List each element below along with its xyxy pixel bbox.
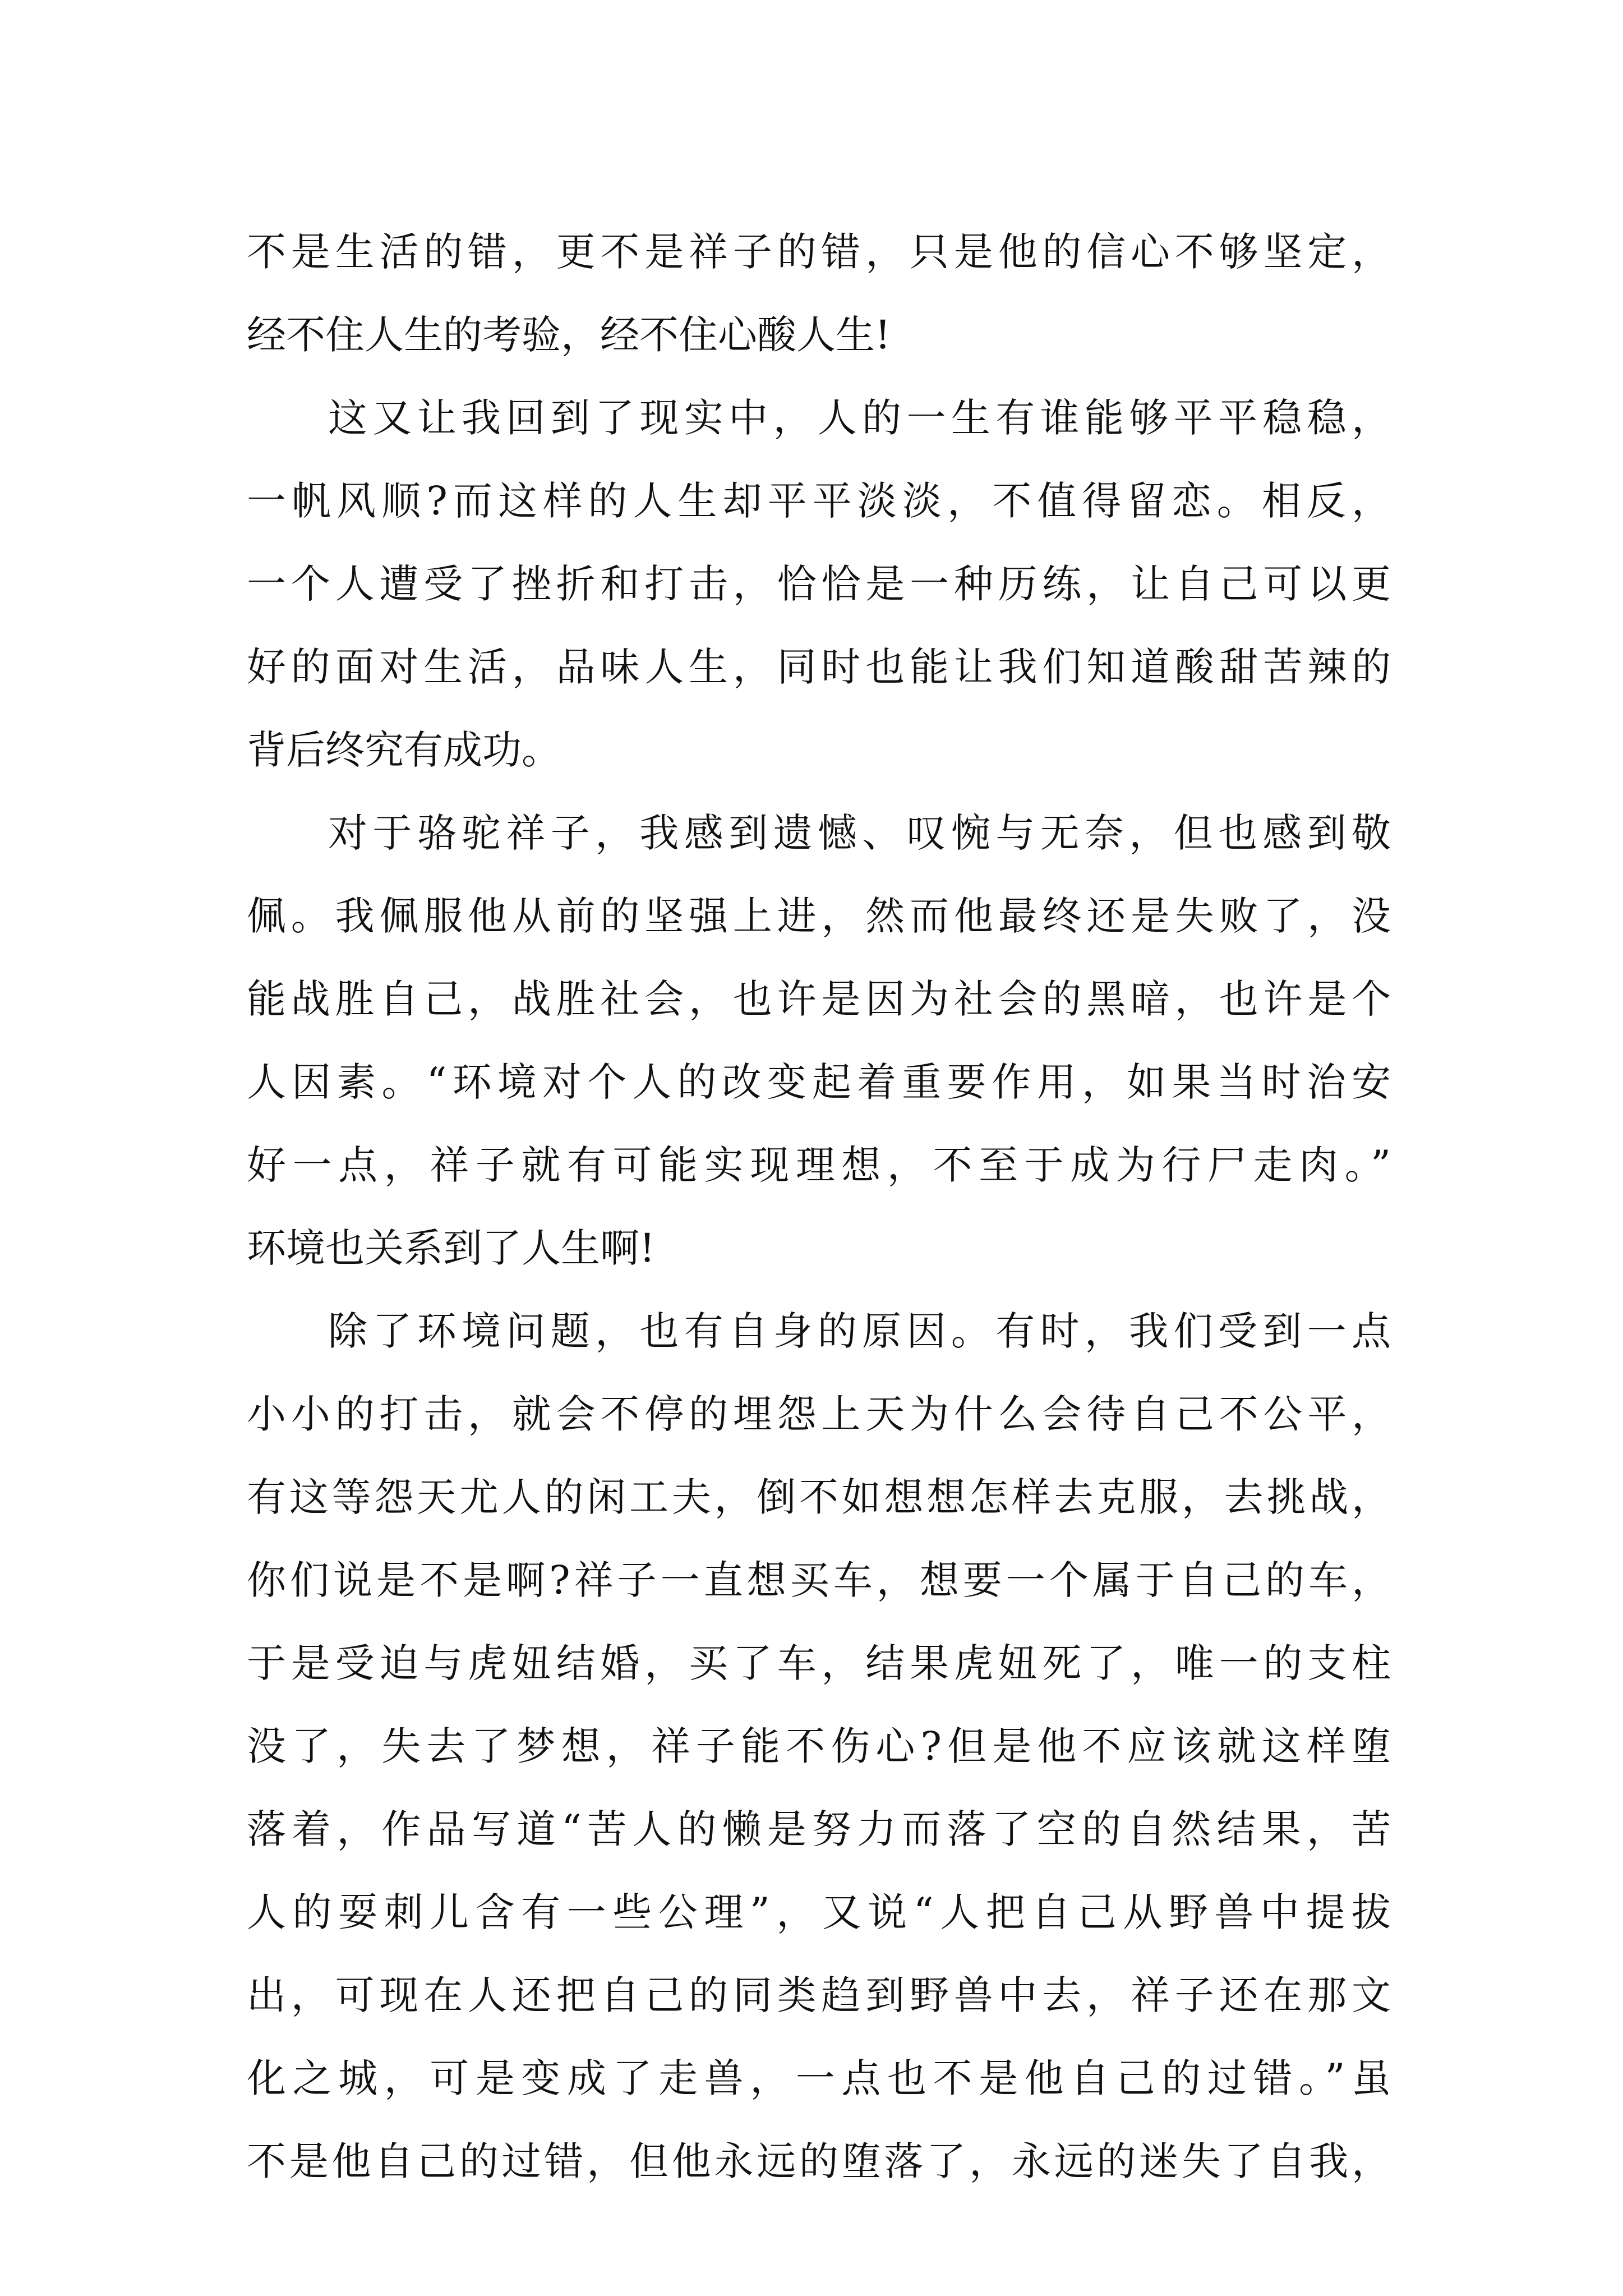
text-line: 能战胜自己，战胜社会，也许是因为社会的黑暗，也许是个	[247, 976, 1391, 1022]
text-line: 好一点，祥子就有可能实现理想，不至于成为行尸走肉。”	[247, 1142, 1391, 1188]
text-line: 出，可现在人还把自己的同类趋到野兽中去，祥子还在那文	[247, 1972, 1391, 2018]
text-line: 没了，失去了梦想，祥子能不伤心?但是他不应该就这样堕	[247, 1723, 1391, 1769]
text-line: 落着，作品写道“苦人的懒是努力而落了空的自然结果，苦	[247, 1806, 1391, 1852]
text-line: 人因素。“环境对个人的改变起着重要作用，如果当时治安	[247, 1059, 1391, 1105]
text-line: 于是受迫与虎妞结婚，买了车，结果虎妞死了，唯一的支柱	[247, 1640, 1391, 1686]
text-line: 背后终究有成功。	[247, 727, 561, 773]
text-line: 环境也关系到了人生啊!	[247, 1225, 656, 1271]
text-line: 好的面对生活，品味人生，同时也能让我们知道酸甜苦辣的	[247, 644, 1391, 690]
text-line: 小小的打击，就会不停的埋怨上天为什么会待自己不公平，	[247, 1391, 1391, 1437]
essay-body	[247, 210, 1391, 2203]
text-line: 不是他自己的过错，但他永远的堕落了，永远的迷失了自我，	[247, 2138, 1391, 2184]
text-line: 化之城，可是变成了走兽，一点也不是他自己的过错。”虽	[247, 2055, 1391, 2101]
text-line: 有这等怨天尤人的闲工夫，倒不如想想怎样去克服，去挑战，	[247, 1474, 1391, 1520]
text-line: 一个人遭受了挫折和打击，恰恰是一种历练，让自己可以更	[247, 561, 1391, 607]
text-line: 除了环境问题，也有自身的原因。有时，我们受到一点	[328, 1308, 1391, 1354]
text-line: 对于骆驼祥子，我感到遗憾、叹惋与无奈，但也感到敬	[328, 810, 1391, 856]
text-line: 人的耍刺儿含有一些公理”，又说“人把自己从野兽中提拔	[247, 1889, 1391, 1935]
text-line: 你们说是不是啊?祥子一直想买车，想要一个属于自己的车，	[247, 1557, 1391, 1603]
text-line: 不是生活的错，更不是祥子的错，只是他的信心不够坚定，	[247, 229, 1391, 275]
text-line: 佩。我佩服他从前的坚强上进，然而他最终还是失败了，没	[247, 893, 1391, 939]
text-line: 经不住人生的考验，经不住心酸人生!	[247, 312, 891, 358]
text-line: 这又让我回到了现实中，人的一生有谁能够平平稳稳，	[328, 395, 1391, 441]
text-line: 一帆风顺?而这样的人生却平平淡淡，不值得留恋。相反，	[247, 478, 1391, 524]
